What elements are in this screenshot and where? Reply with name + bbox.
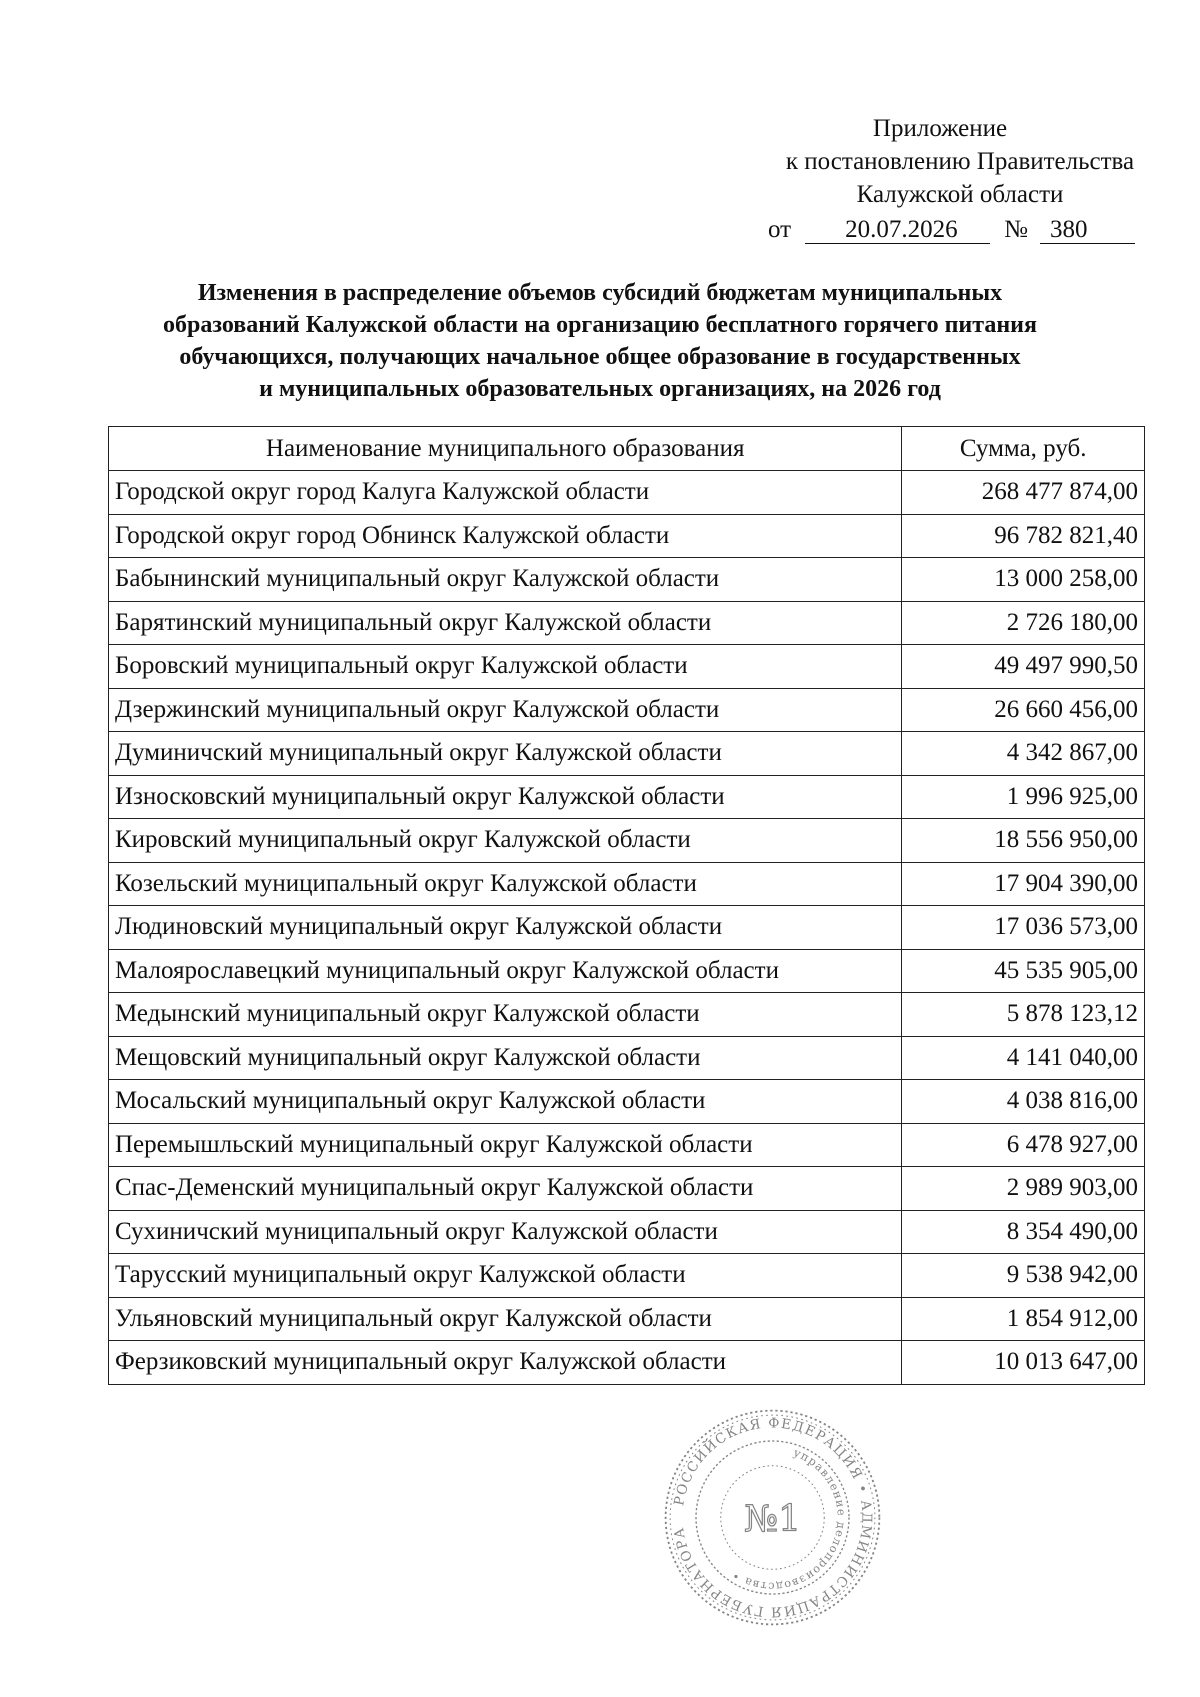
subsidy-amount: 8 354 490,00 — [902, 1210, 1145, 1254]
municipality-name: Дзержинский муниципальный округ Калужской области — [109, 688, 902, 732]
municipality-name: Сухиничский муниципальный округ Калужской области — [109, 1210, 902, 1254]
subsidy-amount: 2 989 903,00 — [902, 1167, 1145, 1211]
subsidy-table — [108, 426, 1145, 1385]
municipality-name: Бабынинский муниципальный округ Калужской области — [109, 558, 902, 602]
municipality-name: Мещовский муниципальный округ Калужской области — [109, 1036, 902, 1080]
municipality-name: Барятинский муниципальный округ Калужской области — [109, 601, 902, 645]
subsidy-amount: 26 660 456,00 — [902, 688, 1145, 732]
subsidy-amount: 10 013 647,00 — [902, 1341, 1145, 1385]
table-row — [109, 1123, 1145, 1167]
number-label: № — [1004, 216, 1028, 243]
official-stamp — [660, 1405, 885, 1630]
table-row — [109, 514, 1145, 558]
title-line: Изменения в распределение объемов субсидий бюджетам муниципальных — [197, 280, 1003, 306]
stamp-inner-text: управление делопроизводства • — [729, 1446, 848, 1593]
municipality-name: Козельский муниципальный округ Калужской области — [109, 862, 902, 906]
annex-title: Приложение — [872, 115, 1008, 142]
title-line: обучающихся, получающих начальное общее образование в государственных — [179, 344, 1021, 370]
table-row — [109, 1297, 1145, 1341]
subsidy-amount: 17 904 390,00 — [902, 862, 1145, 906]
subsidy-amount: 2 726 180,00 — [902, 601, 1145, 645]
municipality-name: Боровский муниципальный округ Калужской области — [109, 645, 902, 689]
subsidy-amount: 5 878 123,12 — [902, 993, 1145, 1037]
municipality-name: Износковский муниципальный округ Калужской области — [109, 775, 902, 819]
municipality-name: Перемышльский муниципальный округ Калужской области — [109, 1123, 902, 1167]
table-row — [109, 1036, 1145, 1080]
subsidy-amount: 96 782 821,40 — [902, 514, 1145, 558]
table-row — [109, 471, 1145, 515]
subsidy-amount: 268 477 874,00 — [902, 471, 1145, 515]
annex-date-number-line — [768, 213, 1140, 246]
subsidy-amount: 4 342 867,00 — [902, 732, 1145, 776]
table-row — [109, 1254, 1145, 1298]
table-row — [109, 601, 1145, 645]
subsidy-amount: 49 497 990,50 — [902, 645, 1145, 689]
table-row — [109, 732, 1145, 776]
municipality-name: Ферзиковский муниципальный округ Калужской области — [109, 1341, 902, 1385]
table-row — [109, 949, 1145, 993]
table-row — [109, 775, 1145, 819]
municipality-name: Малоярославецкий муниципальный округ Калужской области — [109, 949, 902, 993]
subsidy-amount: 17 036 573,00 — [902, 906, 1145, 950]
table-header-row — [109, 427, 1145, 471]
municipality-name: Людиновский муниципальный округ Калужской области — [109, 906, 902, 950]
table-row — [109, 1341, 1145, 1385]
municipality-name: Думиничский муниципальный округ Калужской области — [109, 732, 902, 776]
table-row — [109, 558, 1145, 602]
table-row — [109, 1210, 1145, 1254]
document-title — [110, 277, 1090, 405]
title-line: и муниципальных образовательных организациях, на 2026 год — [259, 376, 941, 402]
municipality-name: Тарусский муниципальный округ Калужской области — [109, 1254, 902, 1298]
municipality-name: Медынский муниципальный округ Калужской области — [109, 993, 902, 1037]
subsidy-amount: 13 000 258,00 — [902, 558, 1145, 602]
annex-subtitle: к постановлению Правительства — [785, 148, 1135, 175]
municipality-name: Мосальский муниципальный округ Калужской области — [109, 1080, 902, 1124]
annex-header — [740, 112, 1140, 246]
table-row — [109, 819, 1145, 863]
resolution-date: 20.07.2026 — [805, 217, 990, 244]
header-amount: Сумма, руб. — [902, 427, 1145, 471]
table-row — [109, 1080, 1145, 1124]
table-row — [109, 862, 1145, 906]
subsidy-amount: 4 141 040,00 — [902, 1036, 1145, 1080]
subsidy-amount: 1 996 925,00 — [902, 775, 1145, 819]
subsidy-amount: 6 478 927,00 — [902, 1123, 1145, 1167]
resolution-number: 380 — [1040, 217, 1135, 244]
municipality-name: Городской округ город Обнинск Калужской области — [109, 514, 902, 558]
table-row — [109, 1167, 1145, 1211]
subsidy-amount: 4 038 816,00 — [902, 1080, 1145, 1124]
subsidy-amount: 45 535 905,00 — [902, 949, 1145, 993]
annex-region: Калужской области — [856, 181, 1064, 208]
from-label: от — [768, 216, 792, 243]
table-row — [109, 906, 1145, 950]
subsidy-amount: 18 556 950,00 — [902, 819, 1145, 863]
stamp-number: №1 — [744, 1499, 801, 1540]
stamp-graphic — [660, 1405, 885, 1630]
stamp-outer-text: РОССИЙСКАЯ ФЕДЕРАЦИЯ • АДМИНИСТРАЦИЯ ГУБЕРНАТОРА — [670, 1415, 875, 1620]
municipality-name: Городской округ город Калуга Калужской области — [109, 471, 902, 515]
table-row — [109, 688, 1145, 732]
municipality-name: Кировский муниципальный округ Калужской области — [109, 819, 902, 863]
title-line: образований Калужской области на организацию бесплатного горячего питания — [163, 312, 1037, 338]
subsidy-amount: 9 538 942,00 — [902, 1254, 1145, 1298]
municipality-name: Спас-Деменский муниципальный округ Калужской области — [109, 1167, 902, 1211]
table-row — [109, 645, 1145, 689]
table-body — [109, 471, 1145, 1385]
header-municipality: Наименование муниципального образования — [109, 427, 902, 471]
subsidy-amount: 1 854 912,00 — [902, 1297, 1145, 1341]
municipality-name: Ульяновский муниципальный округ Калужской области — [109, 1297, 902, 1341]
table-row — [109, 993, 1145, 1037]
